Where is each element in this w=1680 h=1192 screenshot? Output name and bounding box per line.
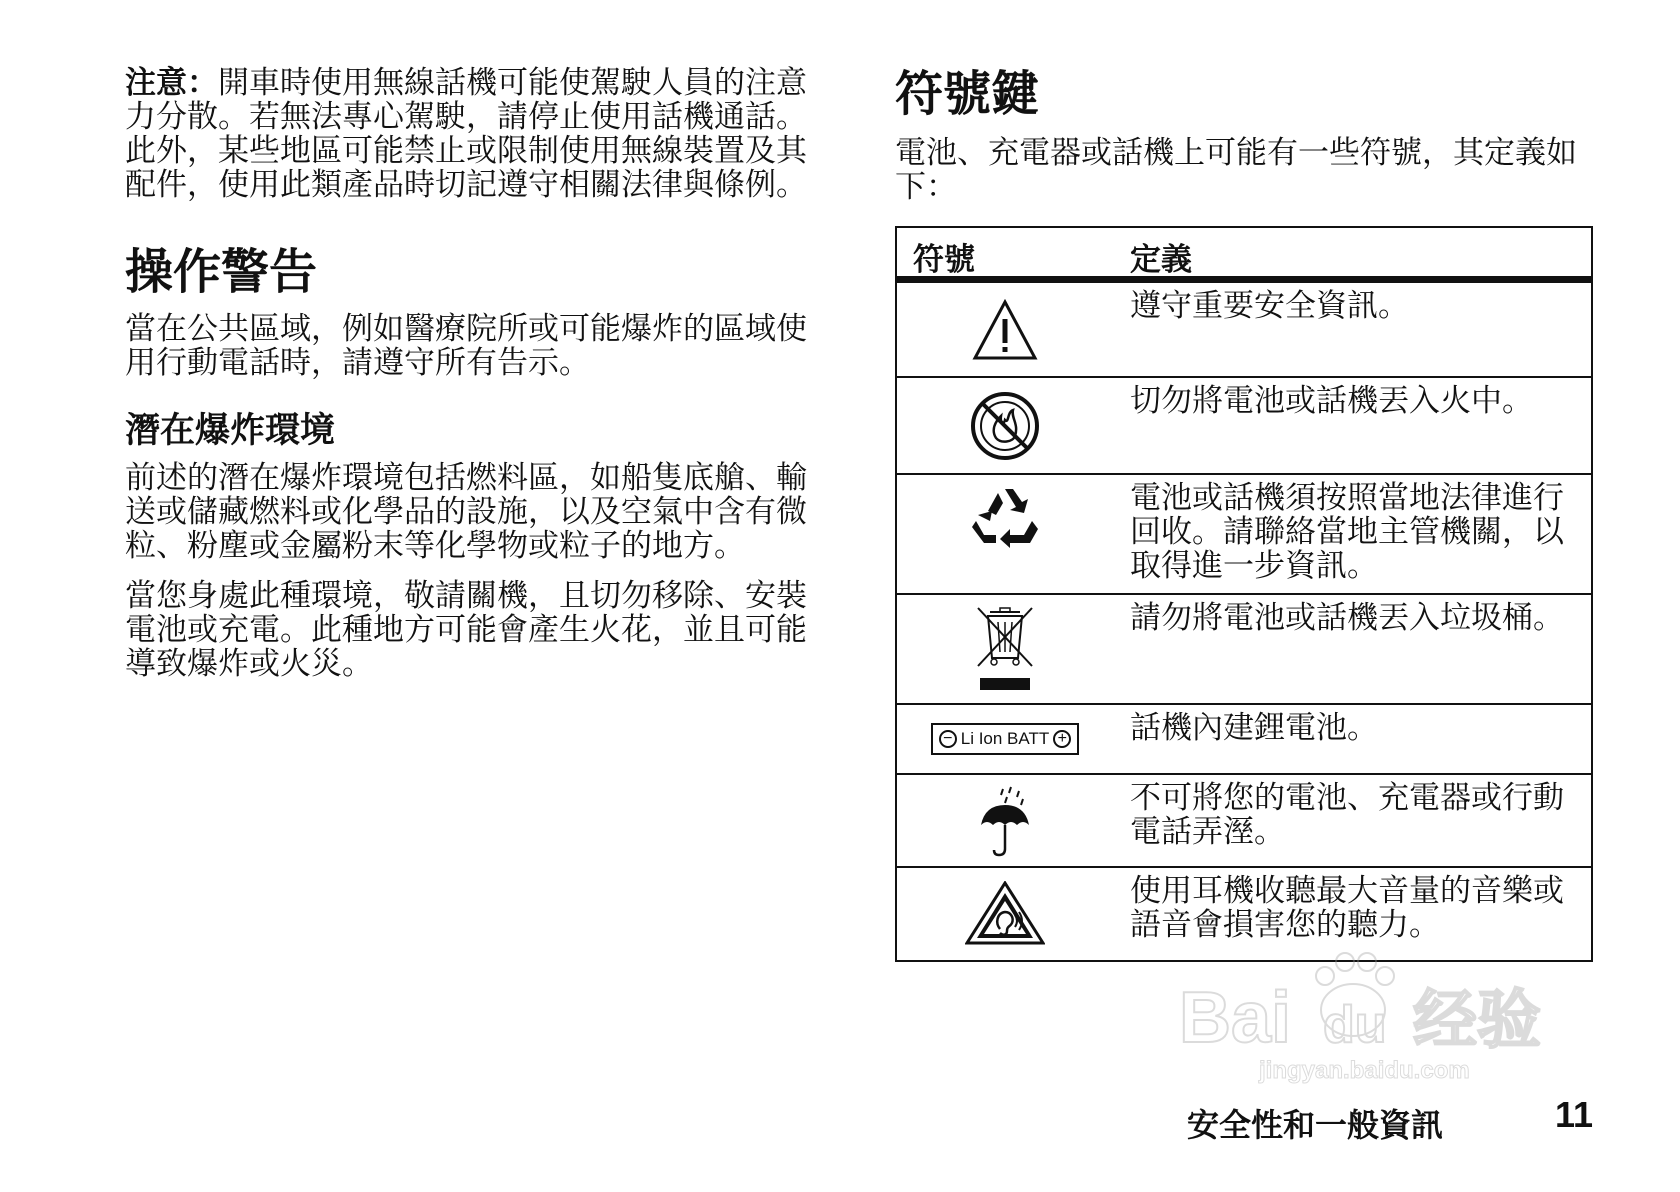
symbol-column-header: 符號: [913, 242, 975, 278]
operational-warnings-heading: 操作警告: [125, 244, 318, 300]
watermark-brand: Bai: [1179, 978, 1292, 1058]
hearing-warning-icon: [897, 868, 1113, 960]
explosive-atmosphere-text-2: 當您身處此種環境，敬請關機，且切勿移除、安裝電池或充電。此種地方可能會產生火花，並且可能導致爆炸或火災。: [125, 578, 807, 682]
row-definition: 請勿將電池或話機丟入垃圾桶。: [1130, 600, 1564, 636]
li-ion-battery-label: [897, 705, 1113, 773]
watermark-cn: 经验: [1413, 984, 1541, 1058]
explosive-atmosphere-heading: 潛在爆炸環境: [125, 411, 336, 451]
plus-icon: +: [1053, 730, 1071, 748]
battery-label-box: [931, 723, 1080, 755]
page-number: 11: [1555, 1094, 1594, 1135]
umbrella-rain-icon: [897, 775, 1113, 866]
right-column: [895, 66, 1585, 204]
row-definition: 遵守重要安全資訊。: [1130, 288, 1409, 324]
symbol-table-header: [897, 228, 1591, 283]
row-definition: 電池或話機須按照當地法律進行回收。請聯絡當地主管機關，以取得進一步資訊。: [1130, 480, 1564, 584]
watermark-brand-2: du: [1323, 996, 1387, 1054]
warning-triangle-icon: [897, 283, 1113, 376]
minus-icon: −: [939, 730, 957, 748]
no-fire-icon: [897, 378, 1113, 473]
table-row: [897, 703, 1591, 773]
table-row: [897, 376, 1591, 473]
caution-label: 注意：: [125, 65, 218, 101]
baidu-watermark: [1175, 950, 1595, 1110]
operational-warnings-text: 當在公共區域，例如醫療院所或可能爆炸的區域使用行動電話時，請遵守所有告示。: [125, 311, 807, 381]
crossed-bin-icon: [897, 595, 1113, 703]
table-row: [897, 593, 1591, 703]
table-row: [897, 866, 1591, 960]
table-row: [897, 283, 1591, 376]
footer-section-title: 安全性和一般資訊: [1187, 1106, 1444, 1144]
caution-paragraph: [125, 66, 815, 202]
definition-column-header: 定義: [1130, 242, 1192, 278]
watermark-url: jingyan.baidu.com: [1259, 1057, 1470, 1084]
left-column: [125, 66, 815, 681]
row-definition: 切勿將電池或話機丟入火中。: [1130, 383, 1533, 419]
recycle-icon: [897, 475, 1113, 593]
battery-label-text: Li Ion BATT: [960, 729, 1050, 748]
table-row: [897, 773, 1591, 866]
symbol-table: [895, 226, 1593, 962]
explosive-atmosphere-text-1: 前述的潛在爆炸環境包括燃料區，如船隻底艙、輸送或儲藏燃料或化學品的設施，以及空氣中含有微粒、粉塵或金屬粉末等化學物或粒子的地方。: [125, 460, 807, 564]
row-definition: 話機內建鋰電池。: [1130, 710, 1378, 746]
caution-text: 開車時使用無線話機可能使駕駛人員的注意力分散。若無法專心駕駛，請停止使用話機通話。此外，某些地區可能禁止或限制使用無線裝置及其配件，使用此類產品時切記遵守相關法律與條例。: [125, 65, 807, 203]
symbol-key-heading: 符號鍵: [895, 66, 1040, 122]
row-definition: 不可將您的電池、充電器或行動電話弄溼。: [1130, 780, 1564, 850]
table-row: [897, 473, 1591, 593]
row-definition: 使用耳機收聽最大音量的音樂或語音會損害您的聽力。: [1130, 873, 1564, 943]
symbol-key-intro: 電池、充電器或話機上可能有一些符號，其定義如下：: [895, 135, 1577, 205]
